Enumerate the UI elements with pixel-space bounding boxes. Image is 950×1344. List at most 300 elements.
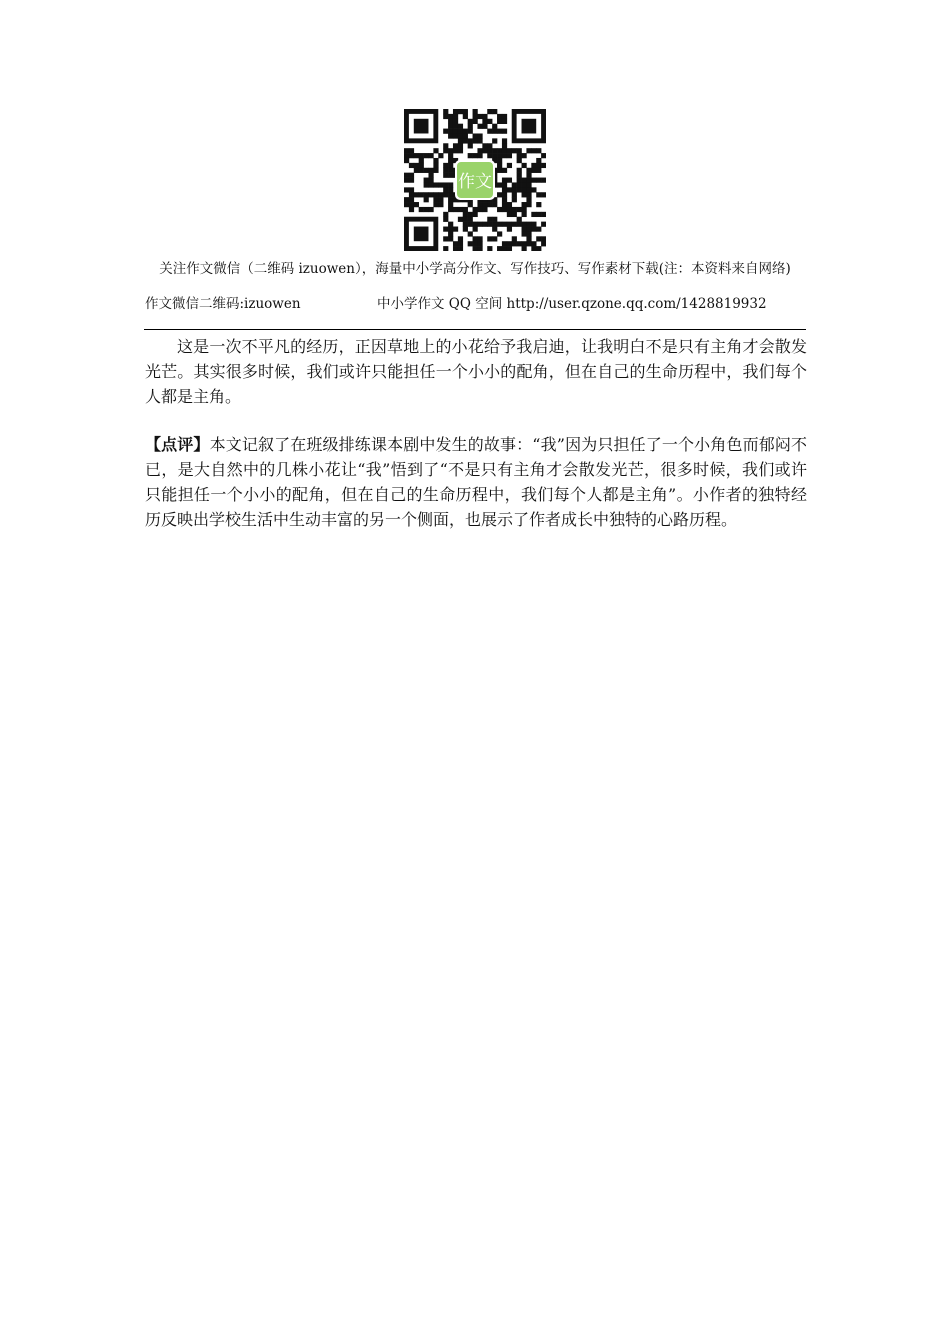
qr-module [502, 246, 507, 251]
qr-module [463, 114, 468, 119]
qr-module [453, 148, 458, 153]
qr-module [536, 148, 541, 153]
qr-module [404, 153, 409, 158]
qr-module [536, 246, 541, 251]
qr-module [517, 207, 522, 212]
qr-module [502, 241, 507, 246]
qr-module [507, 212, 512, 217]
qr-module [428, 153, 433, 158]
qr-module [448, 182, 453, 187]
qr-module [473, 212, 478, 217]
qr-module [541, 241, 546, 246]
qr-module [414, 153, 419, 158]
qr-module [492, 217, 497, 222]
qr-module [448, 168, 453, 173]
qr-module [448, 187, 453, 192]
qr-module [497, 114, 502, 119]
qr-module [512, 212, 517, 217]
qr-module [482, 143, 487, 148]
qr-finder-inner [414, 227, 429, 242]
qr-module [453, 227, 458, 232]
qr-module [512, 236, 517, 241]
qr-module [458, 207, 463, 212]
comment-label: 【点评】 [145, 435, 210, 454]
qr-module [443, 168, 448, 173]
qr-module [448, 148, 453, 153]
qr-module [502, 182, 507, 187]
qr-module [541, 212, 546, 217]
qr-module [473, 222, 478, 227]
qr-module [458, 109, 463, 114]
qr-module [453, 114, 458, 119]
qr-module [448, 173, 453, 178]
qr-module [477, 114, 482, 119]
qr-module [526, 241, 531, 246]
qr-module [526, 178, 531, 183]
qr-module [507, 241, 512, 246]
qr-module [424, 182, 429, 187]
qr-module [507, 227, 512, 232]
qr-module [512, 207, 517, 212]
qr-module [531, 212, 536, 217]
qr-module [502, 187, 507, 192]
qr-module [512, 187, 517, 192]
qr-module [404, 202, 409, 207]
qr-module [424, 192, 429, 197]
qr-module [453, 133, 458, 138]
qr-module [477, 124, 482, 129]
qr-module [497, 129, 502, 134]
qr-module [526, 227, 531, 232]
qr-module [482, 119, 487, 124]
qr-module [497, 168, 502, 173]
qr-module [433, 158, 438, 163]
qr-module [502, 114, 507, 119]
qr-module [517, 241, 522, 246]
qr-module [424, 197, 429, 202]
qr-module [482, 124, 487, 129]
qr-module [477, 148, 482, 153]
qr-module [492, 222, 497, 227]
qr-module [448, 222, 453, 227]
qr-module [409, 173, 414, 178]
qr-module [443, 148, 448, 153]
qr-module [428, 182, 433, 187]
qr-module [453, 246, 458, 251]
qzone-link[interactable]: 中小学作文 QQ 空间 http://user.qzone.qq.com/1428819932 [377, 296, 767, 312]
qr-module [487, 148, 492, 153]
qr-module [404, 148, 409, 153]
qr-module [526, 236, 531, 241]
qr-module [448, 114, 453, 119]
qr-module [541, 222, 546, 227]
qr-module [487, 202, 492, 207]
qr-module [502, 143, 507, 148]
qr-module [507, 187, 512, 192]
qr-module [517, 148, 522, 153]
qr-module [448, 236, 453, 241]
qr-module [477, 246, 482, 251]
qr-module [497, 153, 502, 158]
qr-module [492, 129, 497, 134]
qr-module [536, 227, 541, 232]
qr-module [507, 148, 512, 153]
qr-module [487, 153, 492, 158]
qr-module [419, 163, 424, 168]
qr-module [531, 163, 536, 168]
qr-module [468, 119, 473, 124]
qr-module [497, 148, 502, 153]
qr-module [404, 178, 409, 183]
qr-module [463, 217, 468, 222]
qr-module [458, 236, 463, 241]
qr-module [448, 153, 453, 158]
qr-module [482, 202, 487, 207]
qr-module [419, 168, 424, 173]
qr-module [487, 222, 492, 227]
qr-module [482, 148, 487, 153]
qr-module [443, 212, 448, 217]
qr-module [512, 148, 517, 153]
qr-module [531, 227, 536, 232]
qr-module [517, 153, 522, 158]
promo-header: 关注作文微信（二维码 izuowen），海量中小学高分作文、写作技巧、写作素材下载(注：本资料来自网络) [159, 261, 791, 277]
qr-module [487, 143, 492, 148]
qr-module [468, 153, 473, 158]
qr-module [477, 202, 482, 207]
qr-module [468, 129, 473, 134]
qr-module [502, 202, 507, 207]
qr-module [492, 138, 497, 143]
qr-module [424, 178, 429, 183]
qr-module [536, 236, 541, 241]
qr-module [453, 129, 458, 134]
qr-module [502, 222, 507, 227]
qr-module [526, 148, 531, 153]
qr-module [497, 163, 502, 168]
qr-module [536, 168, 541, 173]
qr-module [414, 192, 419, 197]
qr-module [419, 158, 424, 163]
qr-module [414, 168, 419, 173]
qr-module [409, 153, 414, 158]
qr-module [433, 182, 438, 187]
qr-module [497, 246, 502, 251]
qr-module [409, 207, 414, 212]
qr-module [443, 246, 448, 251]
qr-module [487, 246, 492, 251]
qr-module [448, 207, 453, 212]
qr-module [477, 153, 482, 158]
qr-module [482, 114, 487, 119]
comment-text: 本文记叙了在班级排练课本剧中发生的故事：“我”因为只担任了一个小角色而郁闷不已，是大自然中的几株小花让“我”悟到了“不是只有主角才会散发光芒，很多时候，我们或许只能担任一个小小的配角，但在自己的生命历程中，我们每个人都是主角”。小作者的独特经历反映出学校生活中生动丰富的另一个侧面，也展示了作者成长中独特的心路历程。 [145, 435, 807, 529]
qr-module [492, 153, 497, 158]
qr-module [517, 168, 522, 173]
qr-module [463, 129, 468, 134]
qr-module [453, 124, 458, 129]
qr-module [438, 197, 443, 202]
qr-module [522, 246, 527, 251]
qr-module [433, 197, 438, 202]
qr-module [502, 148, 507, 153]
qr-module [492, 202, 497, 207]
qr-module [473, 133, 478, 138]
qr-module [512, 241, 517, 246]
qr-module [522, 202, 527, 207]
qr-module [526, 192, 531, 197]
qr-module [512, 182, 517, 187]
qr-module [438, 202, 443, 207]
qr-module [477, 138, 482, 143]
qr-module [438, 182, 443, 187]
qr-module [414, 163, 419, 168]
qr-module [497, 158, 502, 163]
qr-module [497, 192, 502, 197]
qr-module [443, 192, 448, 197]
qr-module [473, 114, 478, 119]
qr-module [458, 148, 463, 153]
qr-module [409, 187, 414, 192]
qr-module [443, 114, 448, 119]
qr-module [497, 231, 502, 236]
qr-module [502, 153, 507, 158]
qr-module [502, 178, 507, 183]
qr-code-image [404, 109, 546, 251]
qr-module [512, 197, 517, 202]
qr-module [531, 148, 536, 153]
qr-module [522, 187, 527, 192]
qr-module [526, 187, 531, 192]
qr-finder-inner [522, 119, 537, 134]
qr-module [428, 173, 433, 178]
qr-module [409, 197, 414, 202]
qr-module [477, 241, 482, 246]
qr-logo-text: 作文 [458, 172, 492, 192]
qr-module [448, 227, 453, 232]
qr-module [526, 168, 531, 173]
qr-module [468, 231, 473, 236]
qr-module [497, 207, 502, 212]
qr-module [541, 236, 546, 241]
qr-module [473, 246, 478, 251]
qr-module [522, 231, 527, 236]
qr-module [458, 129, 463, 134]
qr-module [541, 163, 546, 168]
qr-module [492, 124, 497, 129]
qr-module [517, 187, 522, 192]
qr-module [536, 178, 541, 183]
qr-module [468, 241, 473, 246]
qr-module [541, 192, 546, 197]
qr-module [531, 168, 536, 173]
qr-module [526, 222, 531, 227]
qr-module [502, 119, 507, 124]
qr-module [448, 192, 453, 197]
qr-module [443, 217, 448, 222]
qr-module [507, 222, 512, 227]
qr-module [522, 163, 527, 168]
qr-code [404, 109, 546, 251]
qr-module [448, 231, 453, 236]
qr-module [438, 192, 443, 197]
qr-module [522, 153, 527, 158]
qr-module [531, 178, 536, 183]
qr-module [419, 192, 424, 197]
qr-module [522, 178, 527, 183]
qr-module [463, 212, 468, 217]
qr-module [443, 182, 448, 187]
qr-module [468, 222, 473, 227]
qr-module [448, 124, 453, 129]
qr-module [419, 207, 424, 212]
qr-module [433, 148, 438, 153]
qr-module [502, 207, 507, 212]
qr-module [507, 246, 512, 251]
qr-module [463, 222, 468, 227]
qr-module [404, 197, 409, 202]
qr-module [409, 202, 414, 207]
qr-module [497, 119, 502, 124]
qr-module [526, 202, 531, 207]
qr-module [482, 222, 487, 227]
qr-module [443, 236, 448, 241]
qr-module [512, 222, 517, 227]
qr-module [487, 119, 492, 124]
qr-module [541, 153, 546, 158]
qr-module [522, 192, 527, 197]
qr-module [463, 109, 468, 114]
qr-module [404, 187, 409, 192]
qr-module [492, 227, 497, 232]
qr-module [517, 173, 522, 178]
qr-module [536, 192, 541, 197]
qr-module [468, 124, 473, 129]
qr-module [443, 143, 448, 148]
qr-module [502, 168, 507, 173]
qr-module [468, 143, 473, 148]
qr-module [409, 178, 414, 183]
qr-module [497, 222, 502, 227]
qr-module [502, 197, 507, 202]
qr-module [526, 197, 531, 202]
qr-module [448, 158, 453, 163]
qr-finder-inner [414, 119, 429, 134]
qr-module [517, 178, 522, 183]
qr-module [477, 222, 482, 227]
qr-module [541, 178, 546, 183]
qr-module [468, 212, 473, 217]
comment-paragraph [145, 432, 807, 532]
qr-module [409, 163, 414, 168]
qr-module [448, 119, 453, 124]
qr-module [477, 207, 482, 212]
qr-module [448, 163, 453, 168]
qr-module [522, 222, 527, 227]
qr-module [414, 202, 419, 207]
qr-module [458, 246, 463, 251]
qr-module [468, 138, 473, 143]
qr-module [453, 241, 458, 246]
qr-module [458, 217, 463, 222]
qr-module [522, 182, 527, 187]
qr-module [458, 241, 463, 246]
qr-module [448, 202, 453, 207]
qr-module [443, 227, 448, 232]
qr-module [424, 207, 429, 212]
qr-module [463, 133, 468, 138]
qr-module [458, 143, 463, 148]
qr-module [428, 178, 433, 183]
qr-module [522, 227, 527, 232]
qr-module [502, 138, 507, 143]
qr-module [473, 241, 478, 246]
qr-module [512, 192, 517, 197]
qr-module [404, 158, 409, 163]
qr-module [526, 182, 531, 187]
qr-module [477, 133, 482, 138]
qr-module [492, 236, 497, 241]
qr-module [443, 187, 448, 192]
qr-module [428, 192, 433, 197]
qr-module [448, 129, 453, 134]
qr-module [473, 207, 478, 212]
qr-module [448, 133, 453, 138]
qr-module [522, 207, 527, 212]
qr-module [507, 153, 512, 158]
qr-module [473, 109, 478, 114]
qr-module [453, 109, 458, 114]
contact-line [145, 296, 805, 313]
qr-module [443, 109, 448, 114]
qr-module [458, 124, 463, 129]
body-paragraph: 这是一次不平凡的经历，正因草地上的小花给予我启迪，让我明白不是只有主角才会散发光芒。其实很多时候，我们或许只能担任一个小小的配角，但在自己的生命历程中，我们每个人都是主角。 [145, 337, 807, 406]
qr-module [433, 192, 438, 197]
qr-module [517, 217, 522, 222]
qr-module [438, 153, 443, 158]
qr-module [492, 109, 497, 114]
qr-module [473, 236, 478, 241]
qr-module [487, 109, 492, 114]
qr-module [536, 163, 541, 168]
qr-module [463, 207, 468, 212]
qr-module [453, 119, 458, 124]
qr-module [404, 173, 409, 178]
qr-module [536, 202, 541, 207]
qr-module [507, 163, 512, 168]
qr-module [428, 168, 433, 173]
qr-module [424, 153, 429, 158]
qr-module [502, 192, 507, 197]
qr-module [433, 163, 438, 168]
qr-module [482, 207, 487, 212]
qr-module [468, 202, 473, 207]
qr-module [468, 217, 473, 222]
qr-module [458, 133, 463, 138]
qr-module [502, 129, 507, 134]
qr-module [428, 207, 433, 212]
qr-module [522, 241, 527, 246]
qr-module [458, 138, 463, 143]
qr-module [433, 168, 438, 173]
qr-module [463, 227, 468, 232]
qr-module [487, 217, 492, 222]
qr-module [443, 163, 448, 168]
qr-module [536, 158, 541, 163]
qr-module [424, 168, 429, 173]
wechat-id: 作文微信二维码:izuowen [145, 296, 301, 312]
header-divider [144, 329, 806, 330]
qr-module [531, 241, 536, 246]
